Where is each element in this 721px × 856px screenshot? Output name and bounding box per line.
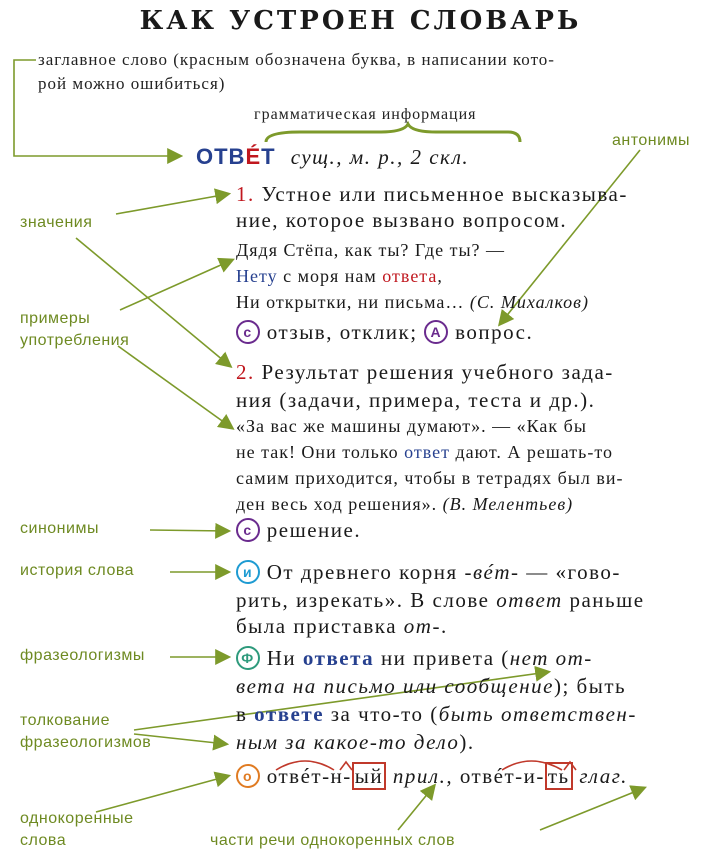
label-synonyms: синонимы — [20, 520, 99, 537]
synonym-badge: с — [236, 320, 260, 344]
history-badge: и — [236, 560, 260, 584]
grammar-info-label: грамматическая информация — [254, 106, 477, 123]
cognate-word-2: отвéт-и- ть — [460, 762, 573, 790]
example2-line1: «За вас же машины думают». — «Как бы — [236, 416, 587, 436]
page-title: КАК УСТРОЕН СЛОВАРЬ — [139, 6, 582, 36]
grammar-brace — [266, 124, 520, 142]
phrase-line4: ным за какое-то дело). — [236, 730, 475, 754]
headword-note-line2: рой можно ошибиться) — [38, 74, 226, 93]
arrow-examples-2 — [118, 346, 232, 428]
synonyms-antonyms-1: с отзыв, отклик; А вопрос. — [236, 320, 533, 346]
label-interp-line1: толкование — [20, 712, 110, 729]
label-phraseologisms: фразеологизмы — [20, 647, 145, 664]
grammar-info: сущ., м. р., 2 скл. — [290, 145, 470, 169]
headword-note-line1: заглавное слово (красным обозначена буква, в написании кото- — [38, 50, 555, 69]
headword: ОТВÉТ — [196, 144, 276, 169]
arrow-cognates — [96, 776, 228, 812]
label-examples-line2: употребления — [20, 332, 130, 349]
phrase-line3: в ответе за что-то (быть ответствен- — [236, 702, 637, 726]
phrase-line2: вета на письмо или сообщение); быть — [236, 674, 627, 698]
cognate-word-1: отвéт-н- ый — [267, 762, 386, 790]
label-antonyms: антонимы — [612, 132, 691, 149]
arrow-examples-1 — [120, 260, 232, 310]
sense1-line1: 1. Устное или письменное высказыва- — [236, 182, 628, 206]
history-line3: была приставка от-. — [236, 614, 448, 638]
phraseologism-badge: Ф — [236, 646, 260, 670]
history-line2: рить, изрекать». В слове ответ раньше — [236, 588, 645, 612]
example1-line3: Ни открытки, ни письма… (С. Михалков) — [236, 292, 589, 312]
sense2-line1: 2. Результат решения учебного зада- — [236, 360, 614, 384]
label-examples-line1: примеры — [20, 310, 91, 327]
cognates-badge: о — [236, 764, 260, 788]
cognates-line: о отвéт-н- ый прил., отвéт-и- ть глаг. — [236, 764, 628, 790]
arrow-synonyms — [150, 530, 228, 531]
synonym-badge-2: с — [236, 518, 260, 542]
example2-line4: ден весь ход решения». (В. Мелентьев) — [236, 494, 574, 514]
label-cognates-line2: слова — [20, 832, 67, 849]
arrow-meanings-1 — [116, 194, 228, 214]
sense2-line2: ния (задачи, примера, теста и др.). — [236, 388, 596, 412]
example2-line3: самим приходится, чтобы в тетрадях был ви- — [236, 468, 624, 488]
label-parts-of-speech: части речи однокоренных слов — [210, 832, 455, 849]
sense1-line2: ние, которое вызвано вопросом. — [236, 208, 568, 232]
antonym-badge: А — [424, 320, 448, 344]
arrow-pos-2 — [540, 788, 644, 830]
label-meanings: значения — [20, 214, 93, 231]
history-line1: и От древнего корня -вéт- — «гово- — [236, 560, 621, 586]
arrow-pos-1 — [398, 786, 434, 830]
label-word-history: история слова — [20, 562, 135, 579]
synonyms-2: с решение. — [236, 518, 361, 544]
example1-line2: Нету с моря нам ответа, — [236, 266, 443, 286]
example1-line1: Дядя Стёпа, как ты? Где ты? — — [236, 240, 506, 260]
example2-line2: не так! Они только ответ дают. А решать-то — [236, 442, 613, 462]
label-cognates-line1: однокоренные — [20, 810, 134, 827]
phrase-line1: Ф Ни ответа ни привета (нет от- — [236, 646, 593, 672]
headword-line — [196, 144, 469, 170]
label-interp-line2: фразеологизмов — [20, 734, 152, 751]
